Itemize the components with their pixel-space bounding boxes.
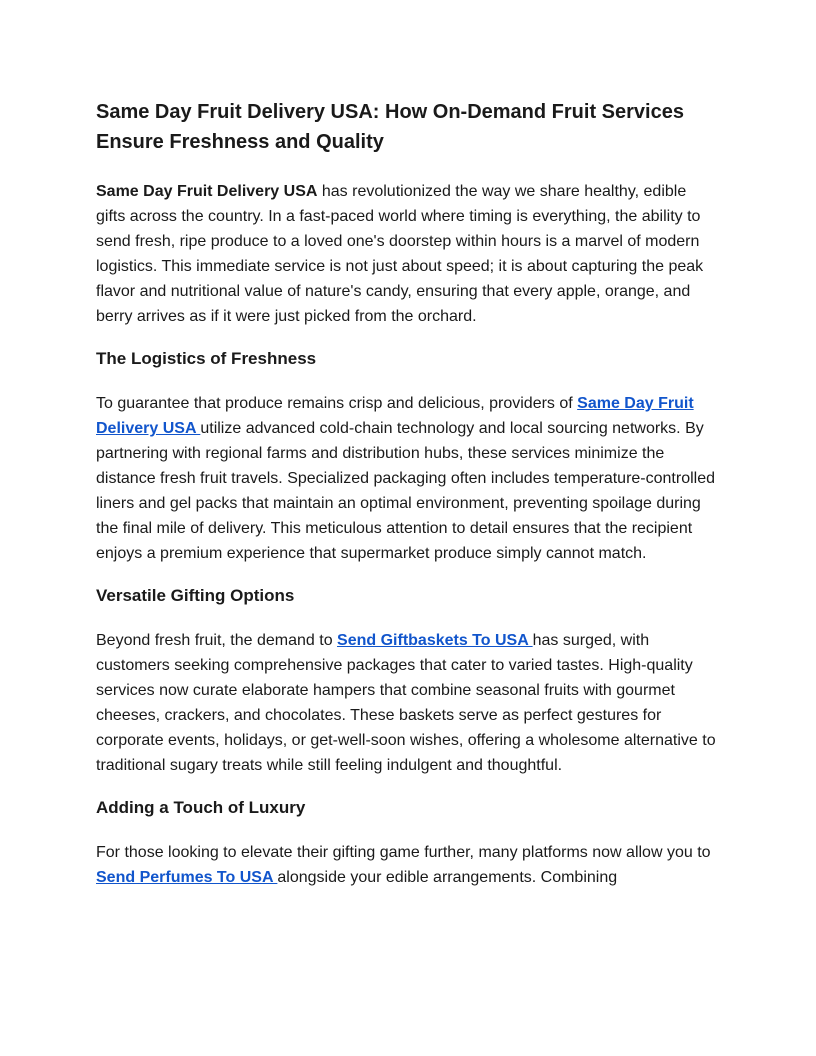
section-heading-luxury: Adding a Touch of Luxury xyxy=(96,798,306,817)
section-heading-logistics: The Logistics of Freshness xyxy=(96,349,317,368)
intro-paragraph xyxy=(96,179,720,329)
page-title: Same Day Fruit Delivery USA: How On-Demand Fruit Services Ensure Freshness and Quality xyxy=(96,101,684,153)
paragraph-text: utilize advanced cold-chain technology and local sourcing networks. By partnering with regional farms and distribution hubs, these services minimize the distance fresh fruit travels. Specialized packaging often includes temperature-controlled liners and gel packs that maintain an optimal environment, preventing spoilage during the final mile of delivery. This meticulous attention to detail ensures that the recipient enjoys a premium experience that supermarket produce simply cannot match. xyxy=(96,420,715,562)
intro-bold-keyword: Same Day Fruit Delivery USA xyxy=(96,183,318,200)
send-giftbaskets-link[interactable]: Send Giftbaskets To USA xyxy=(337,632,533,649)
send-perfumes-link[interactable]: Send Perfumes To USA xyxy=(96,869,278,886)
section-heading-gifting: Versatile Gifting Options xyxy=(96,586,295,605)
paragraph-text: To guarantee that produce remains crisp and delicious, providers of xyxy=(96,395,578,412)
paragraph-text: has surged, with customers seeking comprehensive packages that cater to varied tastes. High-quality services now curate elaborate hampers that combine seasonal fruits with gourmet cheeses, crackers, and chocolates. These baskets serve as perfect gestures for corporate events, holidays, or get-well-soon wishes, offering a wholesome alternative to traditional sugary treats while still feeling indulgent and thoughtful. xyxy=(96,632,716,774)
paragraph-text: alongside your edible arrangements. Combining xyxy=(277,869,618,886)
section-paragraph-luxury xyxy=(96,840,720,890)
intro-text: has revolutionized the way we share healthy, edible gifts across the country. In a fast-paced world where timing is everything, the ability to send fresh, ripe produce to a loved one's doorstep within hours is a marvel of modern logistics. This immediate service is not just about speed; it is about capturing the peak flavor and nutritional value of nature's candy, ensuring that every apple, orange, and berry arrives as if it were just picked from the orchard. xyxy=(96,183,704,325)
paragraph-text: Beyond fresh fruit, the demand to xyxy=(96,632,338,649)
section-paragraph-gifting xyxy=(96,628,720,778)
paragraph-text: For those looking to elevate their gifting game further, many platforms now allow you to xyxy=(96,844,711,861)
section-paragraph-logistics xyxy=(96,391,720,566)
document-body xyxy=(96,96,720,890)
same-day-fruit-delivery-link[interactable]: Same Day Fruit Delivery USA xyxy=(96,395,694,437)
